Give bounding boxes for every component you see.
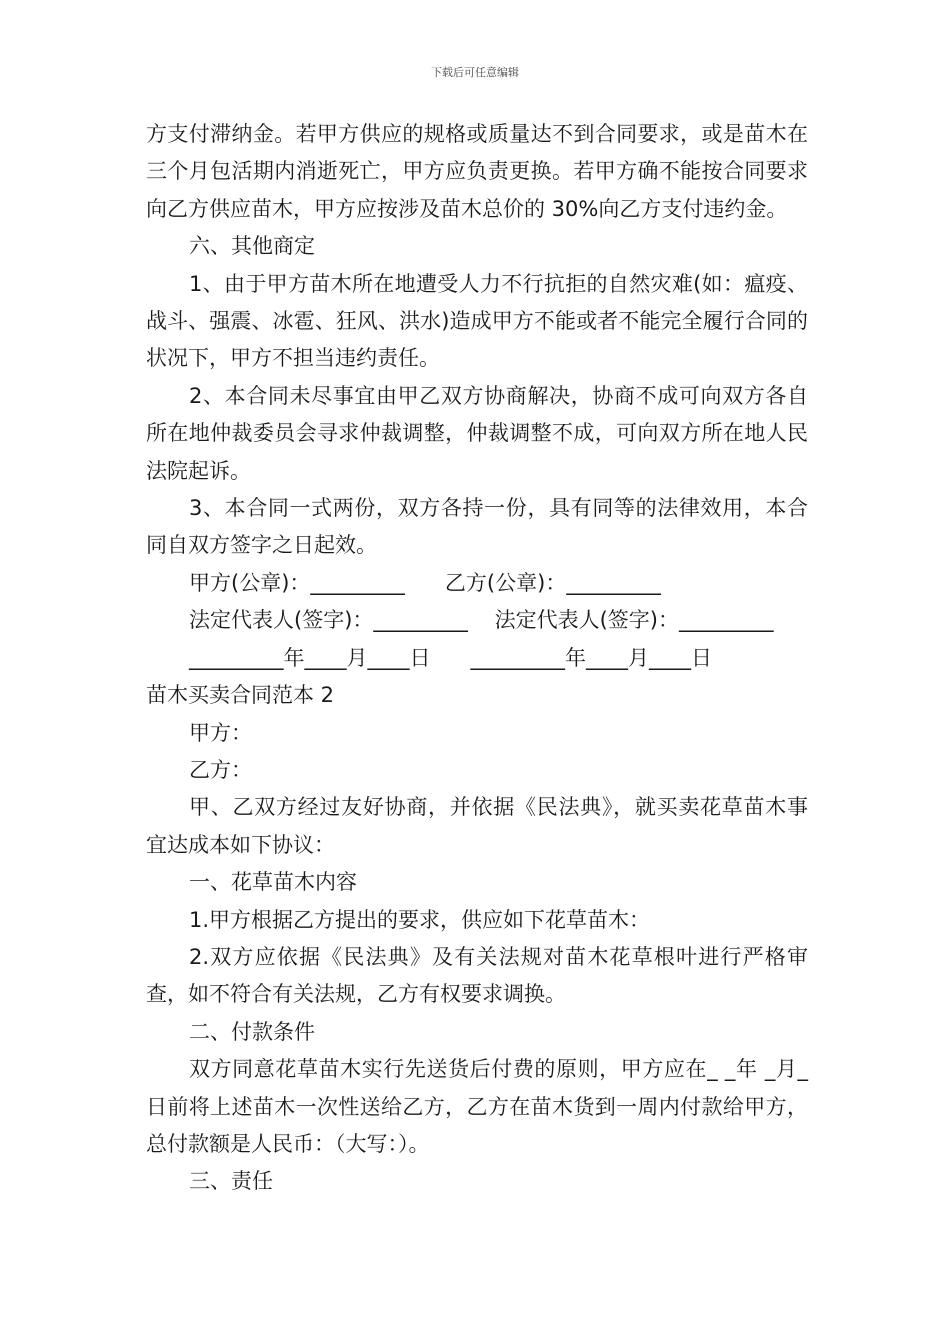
paragraph: 1.甲方根据乙方提出的要求，供应如下花草苗木：	[189, 907, 651, 932]
section-heading: 二、付款条件	[189, 1019, 315, 1044]
document-title: 苗木买卖合同范本 2	[146, 683, 335, 708]
page-header: 下载后可任意编辑	[431, 66, 519, 79]
paragraph: 2.双方应依据《民法典》及有关法规对苗木花草根叶进行严格审查，如不符合有关法规，乙方有权要求调换。	[146, 944, 808, 1007]
signature-representative-line: 法定代表人(签字)：_________ 法定代表人(签字)：_________	[189, 608, 774, 633]
signature-party-line: 甲方(公章)：_________ 乙方(公章)：_________	[189, 570, 661, 595]
paragraph: 2、本合同未尽事宜由甲乙双方协商解决，协商不成可向双方各自所在地仲裁委员会寻求仲裁调整，仲裁调整不成，可向双方所在地人民法院起诉。	[146, 383, 808, 483]
signature-date-line: _________年____月____日 _________年____月____日	[189, 645, 713, 670]
paragraph: 甲、乙双方经过友好协商，并依据《民法典》，就买卖花草苗木事宜达成本如下协议：	[146, 795, 808, 857]
section-heading: 六、其他商定	[189, 234, 315, 259]
paragraph: 双方同意花草苗木实行先送货后付费的原则，甲方应在_ _年 _月_ 日前将上述苗木一次性送给乙方，乙方在苗木货到一周内付款给甲方，总付款额是人民币：（大写：）。	[146, 1057, 808, 1156]
party-b-label: 乙方：	[189, 757, 252, 782]
paragraph: 3、本合同一式两份，双方各持一份，具有同等的法律效用，本合同自双方签字之日起效。	[146, 496, 808, 558]
document-body	[146, 116, 808, 1201]
section-heading: 三、责任	[189, 1169, 273, 1194]
paragraph: 1、由于甲方苗木所在地遭受人力不行抗拒的自然灾难(如：瘟疫、战斗、强震、冰雹、狂风、洪水)造成甲方不能或者不能完全履行合同的状况下，甲方不担当违约责任。	[146, 271, 808, 371]
paragraph: 方支付滞纳金。若甲方供应的规格或质量达不到合同要求，或是苗木在三个月包活期内消逝死亡，甲方应负责更换。若甲方确不能按合同要求向乙方供应苗木，甲方应按涉及苗木总价的 30%向乙方支付违约金。	[146, 122, 808, 221]
section-heading: 一、花草苗木内容	[189, 870, 357, 895]
party-a-label: 甲方：	[189, 720, 252, 745]
